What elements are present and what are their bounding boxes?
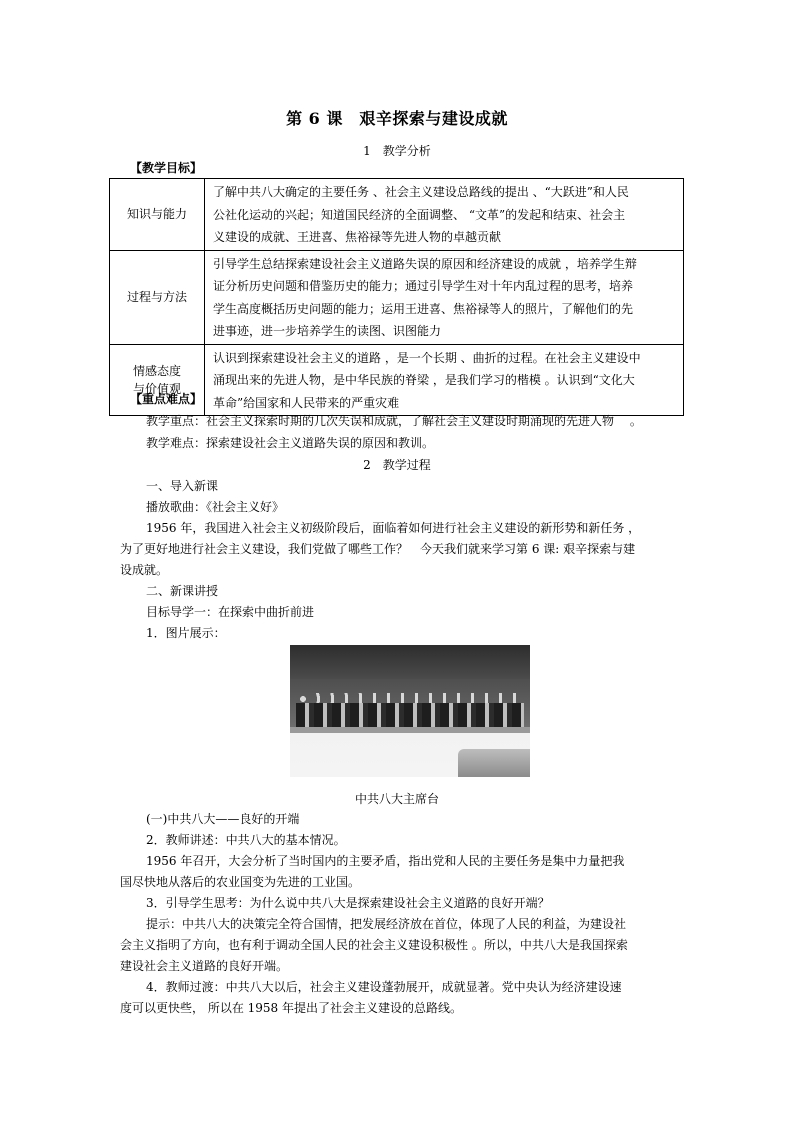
goal-text-line: 引导学生总结探索建设社会主义道路失误的原因和经济建设的成就 ，培养学生辩 [213,256,637,271]
paragraph-line: 设成就。 [120,563,169,577]
goal-text-line: 证分析历史问题和借鉴历史的能力；通过引导学生对十年内乱过程的思考，培养 [213,279,634,293]
paragraph-line: 1956 年，我国进入社会主义初级阶段后，面临着如何进行社会主义建设的新形势和新任务 ， [146,521,641,535]
photo-presidium [296,703,524,727]
intro-heading: 一、导入新课 [146,479,219,493]
goal-content [205,250,684,344]
goal-text-line: 学生高度概括历史问题的能力；运用王进喜、焦裕禄等人的照片，了解他们的先 [213,301,634,316]
photo-table [290,727,530,733]
goal-label: 知识与能力 [110,179,205,251]
key-points-heading: 【重点难点】 [130,392,203,406]
goal-text-line: 进事迹，进一步培养学生的读图、识图能力 [213,324,442,338]
goal-content [205,344,684,416]
goal-label-line: 与价值观 [132,381,181,396]
goal-content [205,179,684,251]
goal-text-line: 认识到探索建设社会主义的道路 ，是一个长期 、曲折的过程。在社会主义建设中 [213,350,641,365]
teaching-goals-table [109,178,684,416]
goal-text-line: 公社化运动的兴起；知道国民经济的全面调整、 “文革”的发起和结束、社会主 [213,207,626,222]
goal-text-line: 革命”给国家和人民带来的严重灾难 [213,395,400,410]
photo-backdrop [290,645,530,679]
eighth-congress-photo [290,645,530,777]
teacher-narration: 2．教师讲述：中共八大的基本情况。 [146,833,346,847]
paragraph-line: 建设社会主义道路的良好开端。 [120,959,289,973]
section-teaching-process: 2 教学过程 [363,458,431,472]
guide-thinking: 3．引导学生思考：为什么说中共八大是探索建设社会主义道路的良好开端？ [146,896,550,910]
paragraph-line: 度可以更快些， 所以在 1958 年提出了社会主义建设的总路线。 [120,1001,462,1015]
key-point: 教学重点：社会主义探索时期的几次失误和成就，了解社会主义建设时期涌现的先进人物 。 [146,414,642,428]
play-song: 播放歌曲：《社会主义好》 [146,500,285,514]
photo-lectern [458,749,530,777]
new-lesson-heading: 二、新课讲授 [146,584,219,598]
goal-text-line: 涌现出来的先进人物，是中华民族的脊梁 ，是我们学习的楷模 。认识到“文化大 [213,373,635,387]
paragraph-line: 国尽快地从落后的农业国变为先进的工业国。 [120,875,361,889]
goal-guide-1: 目标导学一：在探索中曲折前进 [146,605,315,619]
paragraph-line: 为了更好地进行社会主义建设，我们党做了哪些工作？ 今天我们就来学习第 6 课: 艰辛探索与建 [120,542,636,556]
picture-display-label: 1．图片展示： [146,626,226,640]
photo-caption: 中共八大主席台 [354,792,439,806]
goals-heading: 【教学目标】 [130,161,203,175]
paragraph-line: 4．教师过渡：中共八大以后，社会主义建设蓬勃展开，成就显著。党中央认为经济建设速 [146,980,622,994]
goal-text-line: 了解中共八大确定的主要任务 、社会主义建设总路线的提出 、“大跃进”和人民 [213,185,629,199]
paragraph-line: 1956 年召开，大会分析了当时国内的主要矛盾，指出党和人民的主要任务是集中力量把我 [146,854,625,868]
paragraph-line: 会主义指明了方向，也有利于调动全国人民的社会主义建设积极性 。所以，中共八大是我国探索 [120,938,628,952]
goal-text-line: 义建设的成就、王进喜、焦裕禄等先进人物的卓越贡献 [213,230,502,244]
goal-row-knowledge [110,179,684,251]
lesson-title: 第 6 课 艰辛探索与建设成就 [286,109,508,128]
paragraph-line: 提示：中共八大的决策完全符合国情，把发展经济放在首位，体现了人民的利益，为建设社 [146,917,627,931]
difficult-point: 教学难点：探索建设社会主义道路失误的原因和教训。 [146,436,435,450]
goal-label: 过程与方法 [110,250,205,344]
goal-row-process [110,250,684,344]
subheading-eighth-congress: (一)中共八大——良好的开端 [146,812,300,826]
section-teaching-analysis: 1 教学分析 [363,144,431,158]
goal-label-line: 情感态度 [132,363,181,378]
